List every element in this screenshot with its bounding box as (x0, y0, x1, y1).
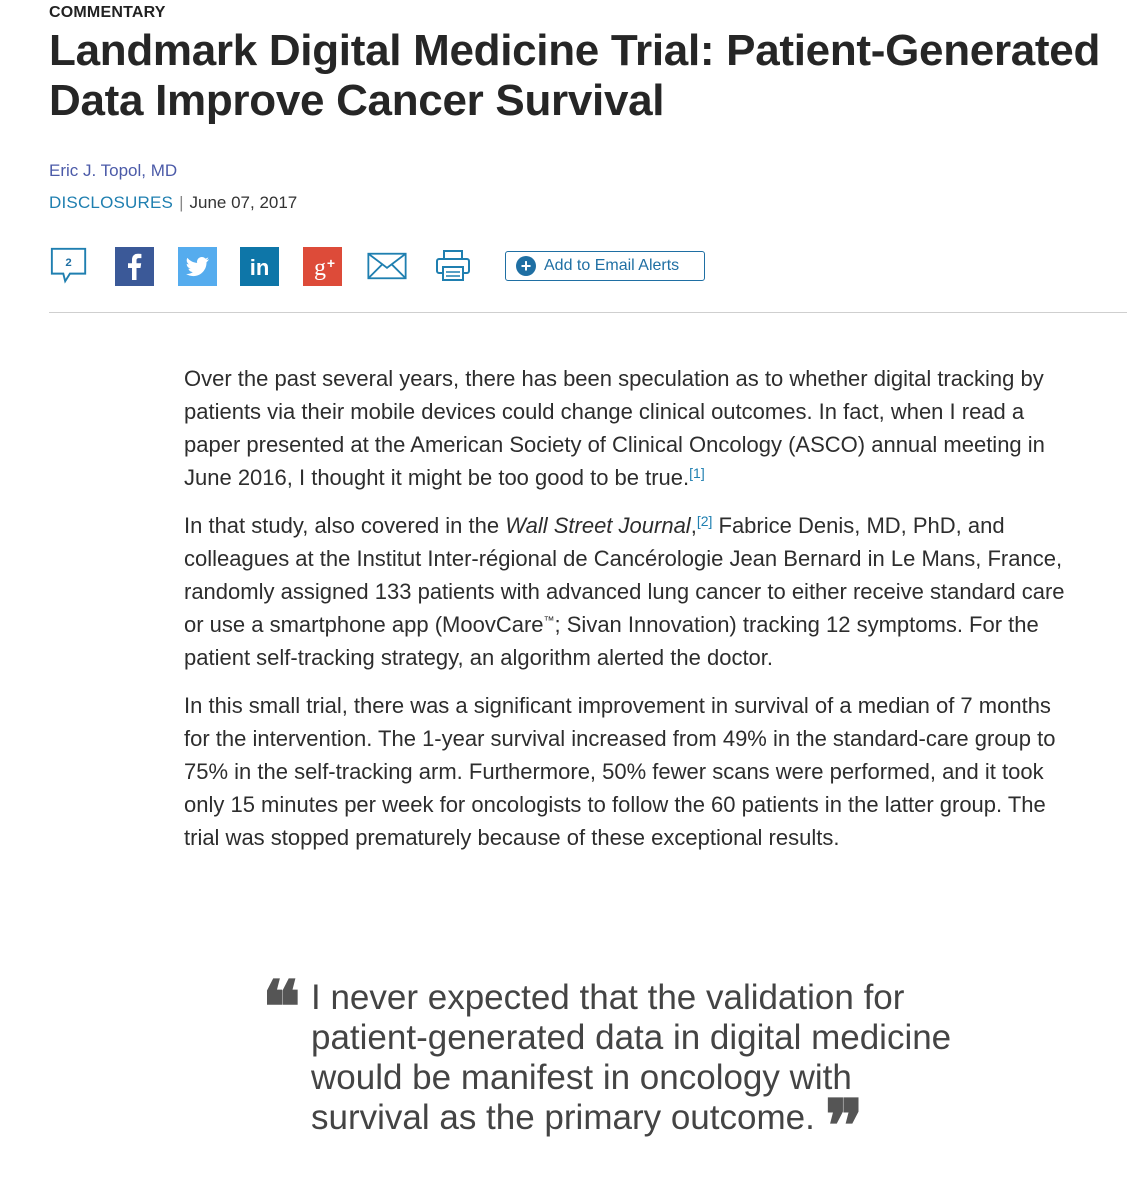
svg-text:in: in (249, 254, 269, 280)
author-link[interactable]: Eric J. Topol, MD (49, 161, 178, 180)
comments-button[interactable] (49, 246, 89, 286)
share-twitter-button[interactable] (177, 246, 217, 286)
share-facebook-button[interactable] (114, 246, 154, 286)
paragraph-2-text-middle: Fabrice Denis, MD, PhD, and colleagues at the Institut Inter-régional de Cancérologie Jean Bernard in Le Mans, France, randomly assigned 133 patients with advanced lung cancer to either receive standard care or use a smartphone app (MoovCare (184, 513, 1065, 637)
add-email-alerts-button[interactable] (505, 251, 705, 281)
svg-text:+: + (326, 254, 335, 271)
article-body (184, 362, 1074, 869)
twitter-icon (178, 247, 217, 286)
comment-count: 2 (65, 257, 72, 269)
header-divider (49, 312, 1127, 313)
paragraph-2 (184, 509, 1074, 674)
publish-date: June 07, 2017 (189, 193, 298, 212)
pull-quote-text: I never expected that the validation for patient-generated data in digital medicine would be manifest in oncology with survival as the primary outcome. (311, 978, 952, 1137)
pull-quote-body (311, 978, 962, 1167)
share-linkedin-button[interactable] (239, 246, 279, 286)
share-email-button[interactable] (367, 246, 407, 286)
open-quote-icon: ❝ (262, 968, 301, 1048)
paragraph-1 (184, 362, 1074, 494)
paragraph-2-text-start: In that study, also covered in the (184, 513, 506, 538)
add-email-alerts-label: Add to Email Alerts (544, 257, 680, 274)
google-plus-icon (303, 247, 342, 286)
reference-link-1[interactable]: [1] (689, 465, 705, 481)
print-button[interactable] (433, 246, 473, 286)
facebook-icon (115, 247, 154, 286)
article-meta (49, 193, 297, 213)
reference-link-2[interactable]: [2] (696, 513, 713, 529)
email-icon (367, 251, 407, 281)
paragraph-3: In this small trial, there was a significant improvement in survival of a median of 7 months for the intervention. The 1-year survival increased from 49% in the standard-care group to 75% in the self-tracking arm. Furthermore, 50% fewer scans were performed, and it took only 15 minutes per week for oncologists to follow the 60 patients in the latter group. The trial was stopped prematurely because of these exceptional results. (184, 693, 1056, 850)
comment-bubble-icon (49, 245, 89, 287)
plus-circle-icon: + (516, 256, 536, 276)
svg-text:g: g (313, 254, 326, 281)
print-icon (435, 249, 471, 283)
meta-separator: | (179, 193, 184, 212)
linkedin-icon (240, 247, 279, 286)
journal-name: Wall Street Journal (505, 513, 691, 538)
share-google-plus-button[interactable] (302, 246, 342, 286)
paragraph-2-text-end: ; Sivan Innovation) tracking 12 symptoms. For the patient self-tracking strategy, an algorithm alerted the doctor. (184, 612, 1039, 670)
article-title: Landmark Digital Medicine Trial: Patient-Generated Data Improve Cancer Survival (49, 26, 1101, 125)
pull-quote (262, 968, 962, 1167)
article-type-label: COMMENTARY (49, 4, 166, 21)
trademark-symbol: ™ (543, 615, 555, 627)
close-quote-icon: ❞ (824, 1087, 864, 1167)
journal-comma: , (690, 513, 697, 538)
disclosures-link[interactable]: DISCLOSURES (49, 193, 174, 212)
paragraph-1-text: Over the past several years, there has been speculation as to whether digital tracking by patients via their mobile devices could change clinical outcomes. In fact, when I read a paper presented at the American Society of Clinical Oncology (ASCO) annual meeting in June 2016, I thought it might be too good to be true. (184, 366, 1045, 490)
